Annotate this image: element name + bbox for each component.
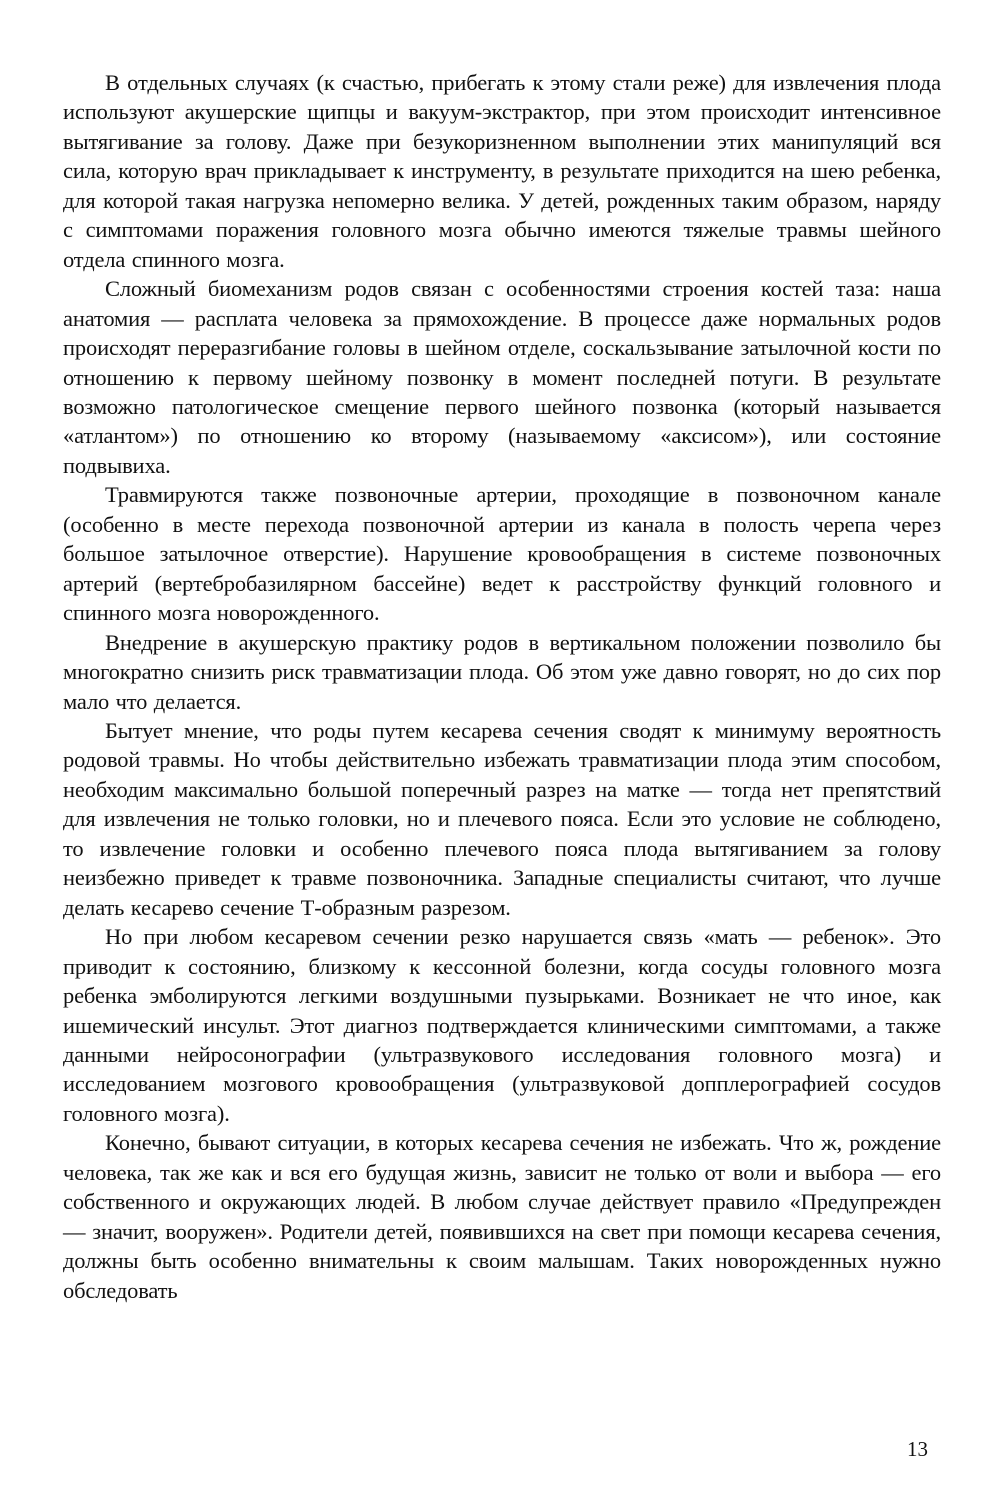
paragraph: Бытует мнение, что роды путем кесарева сечения сводят к минимуму вероятность родовой травмы. Но чтобы действительно избежать травматизации плода этим способом, необходим максимально большой поперечный разрез на матке — тогда нет препятствий для извлечения не только головки, но и плечевого пояса. Если это условие не соблюдено, то извлечение головки и особенно плечевого пояса плода вытягиванием за голову неизбежно приведет к травме позвоночника. Западные специалисты считают, что лучше делать кесарево сечение Т-образным разрезом. bbox=[63, 717, 941, 920]
paragraph: Внедрение в акушерскую практику родов в вертикальном положении позволило бы многократно снизить риск травматизации плода. Об этом уже давно говорят, но до сих пор мало что делается. bbox=[63, 629, 941, 714]
text-block bbox=[63, 68, 941, 1305]
paragraph: Конечно, бывают ситуации, в которых кесарева сечения не избежать. Что ж, рождение человека, так же как и вся его будущая жизнь, зависит не только от воли и выбора — его собственного и окружающих людей. В любом случае действует правило «Предупрежден — значит, вооружен». Родители детей, появившихся на свет при помощи кесарева сечения, должны быть особенно внимательны к своим малышам. Таких новорожденных нужно обследовать bbox=[63, 1130, 941, 1303]
page-number: 13 bbox=[907, 1437, 928, 1461]
paragraph: В отдельных случаях (к счастью, прибегать к этому стали реже) для извлечения плода используют акушерские щипцы и вакуум-экстрактор, при этом происходит интенсивное вытягивание за голову. Даже при безукоризненном выполнении этих манипуляций вся сила, которую врач прикладывает к инструменту, в результате приходится на шею ребенка, для которой такая нагрузка непомерно велика. У детей, рожденных таким образом, наряду с симптомами поражения головного мозга обычно имеются тяжелые травмы шейного отдела спинного мозга. bbox=[63, 70, 941, 272]
paragraph: Сложный биомеханизм родов связан с особенностями строения костей таза: наша анатомия — расплата человека за прямохождение. В процессе даже нормальных родов происходят переразгибание головы в шейном отделе, соскальзывание затылочной кости по отношению к первому шейному позвонку в момент последней потуги. В результате возможно патологическое смещение первого шейного позвонка (который называется «атлантом») по отношению ко второму (называемому «аксисом»), или состояние подвывиха. bbox=[63, 276, 941, 478]
paragraph: Но при любом кесаревом сечении резко нарушается связь «мать — ребенок». Это приводит к состоянию, близкому к кессонной болезни, когда сосуды головного мозга ребенка эмболируются легкими воздушными пузырьками. Возникает не что иное, как ишемический инсульт. Этот диагноз подтверждается клиническими симптомами, а также данными нейросонографии (ультразвукового исследования головного мозга) и исследованием мозгового кровообращения (ультразвуковой допплерографией сосудов головного мозга). bbox=[63, 924, 941, 1126]
paragraph: Травмируются также позвоночные артерии, проходящие в позвоночном канале (особенно в месте перехода позвоночной артерии из канала в полость черепа через большое затылочное отверстие). Нарушение кровообращения в системе позвоночных артерий (вертебробазилярном бассейне) ведет к расстройству функций головного и спинного мозга новорожденного. bbox=[63, 482, 941, 626]
